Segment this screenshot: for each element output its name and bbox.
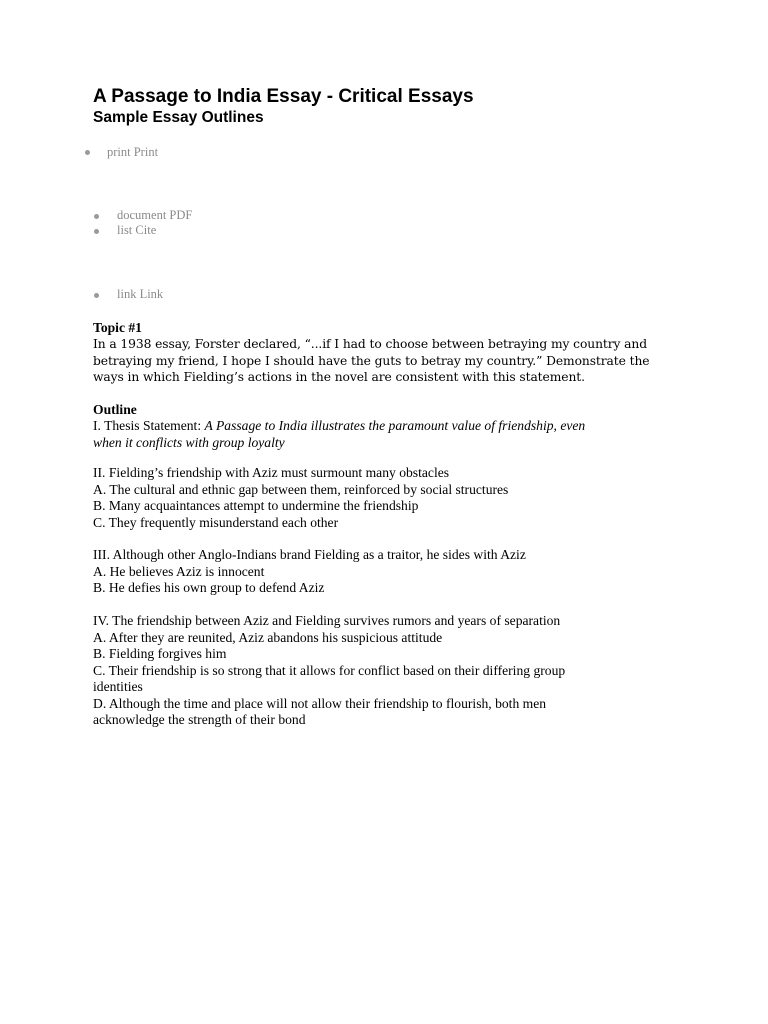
topic-line: betraying my friend, I hope I should have the guts to betray my country.” Demonstrate the bbox=[93, 353, 650, 368]
outline-heading: Outline bbox=[93, 402, 137, 417]
bullet-icon bbox=[94, 293, 99, 298]
print-link[interactable]: print Print bbox=[107, 145, 159, 159]
section-title: II. Fielding’s friendship with Aziz must surmount many obstacles bbox=[93, 465, 450, 480]
outline-section-4 bbox=[93, 613, 663, 729]
cite-link[interactable]: list Cite bbox=[117, 223, 157, 237]
thesis-label: I. Thesis Statement: bbox=[93, 418, 205, 433]
section-title: III. Although other Anglo-Indians brand Fielding as a traitor, he sides with Aziz bbox=[93, 547, 526, 562]
topic-heading: Topic #1 bbox=[93, 320, 142, 335]
list-item: C. Their friendship is so strong that it allows for conflict based on their differing group bbox=[93, 662, 566, 678]
topic-line: In a 1938 essay, Forster declared, “...if I had to choose between betraying my country and bbox=[93, 337, 647, 351]
section-title: IV. The friendship between Aziz and Fielding survives rumors and years of separation bbox=[93, 613, 561, 628]
pdf-link[interactable]: document PDF bbox=[117, 208, 193, 222]
list-item: C. They frequently misunderstand each other bbox=[93, 514, 339, 530]
outline-section-3 bbox=[93, 547, 663, 597]
page-title: A Passage to India Essay - Critical Essays bbox=[93, 86, 474, 107]
topic-line: ways in which Fielding’s actions in the novel are consistent with this statement. bbox=[93, 370, 585, 384]
list-item: B. Fielding forgives him bbox=[93, 646, 227, 661]
list-item: acknowledge the strength of their bond bbox=[93, 712, 306, 727]
thesis-text: when it conflicts with group loyalty bbox=[93, 434, 285, 450]
topic-prompt bbox=[93, 336, 663, 386]
list-item: A. The cultural and ethnic gap between them, reinforced by social structures bbox=[93, 481, 509, 497]
outline-section-2 bbox=[93, 465, 663, 531]
thesis-text: A Passage to India illustrates the paramount value of friendship, even bbox=[204, 418, 586, 433]
share-link[interactable]: link Link bbox=[117, 287, 164, 301]
list-item: B. Many acquaintances attempt to undermine the friendship bbox=[93, 498, 419, 513]
list-item: identities bbox=[93, 679, 143, 694]
list-item: D. Although the time and place will not allow their friendship to flourish, both men bbox=[93, 695, 547, 711]
list-item: A. After they are reunited, Aziz abandons his suspicious attitude bbox=[93, 629, 443, 645]
thesis-statement bbox=[93, 418, 663, 451]
list-item: B. He defies his own group to defend Aziz bbox=[93, 580, 325, 595]
bullet-icon bbox=[85, 150, 90, 155]
list-item: A. He believes Aziz is innocent bbox=[93, 563, 265, 579]
page-subtitle: Sample Essay Outlines bbox=[93, 109, 264, 126]
bullet-icon bbox=[94, 229, 99, 234]
bullet-icon bbox=[94, 214, 99, 219]
